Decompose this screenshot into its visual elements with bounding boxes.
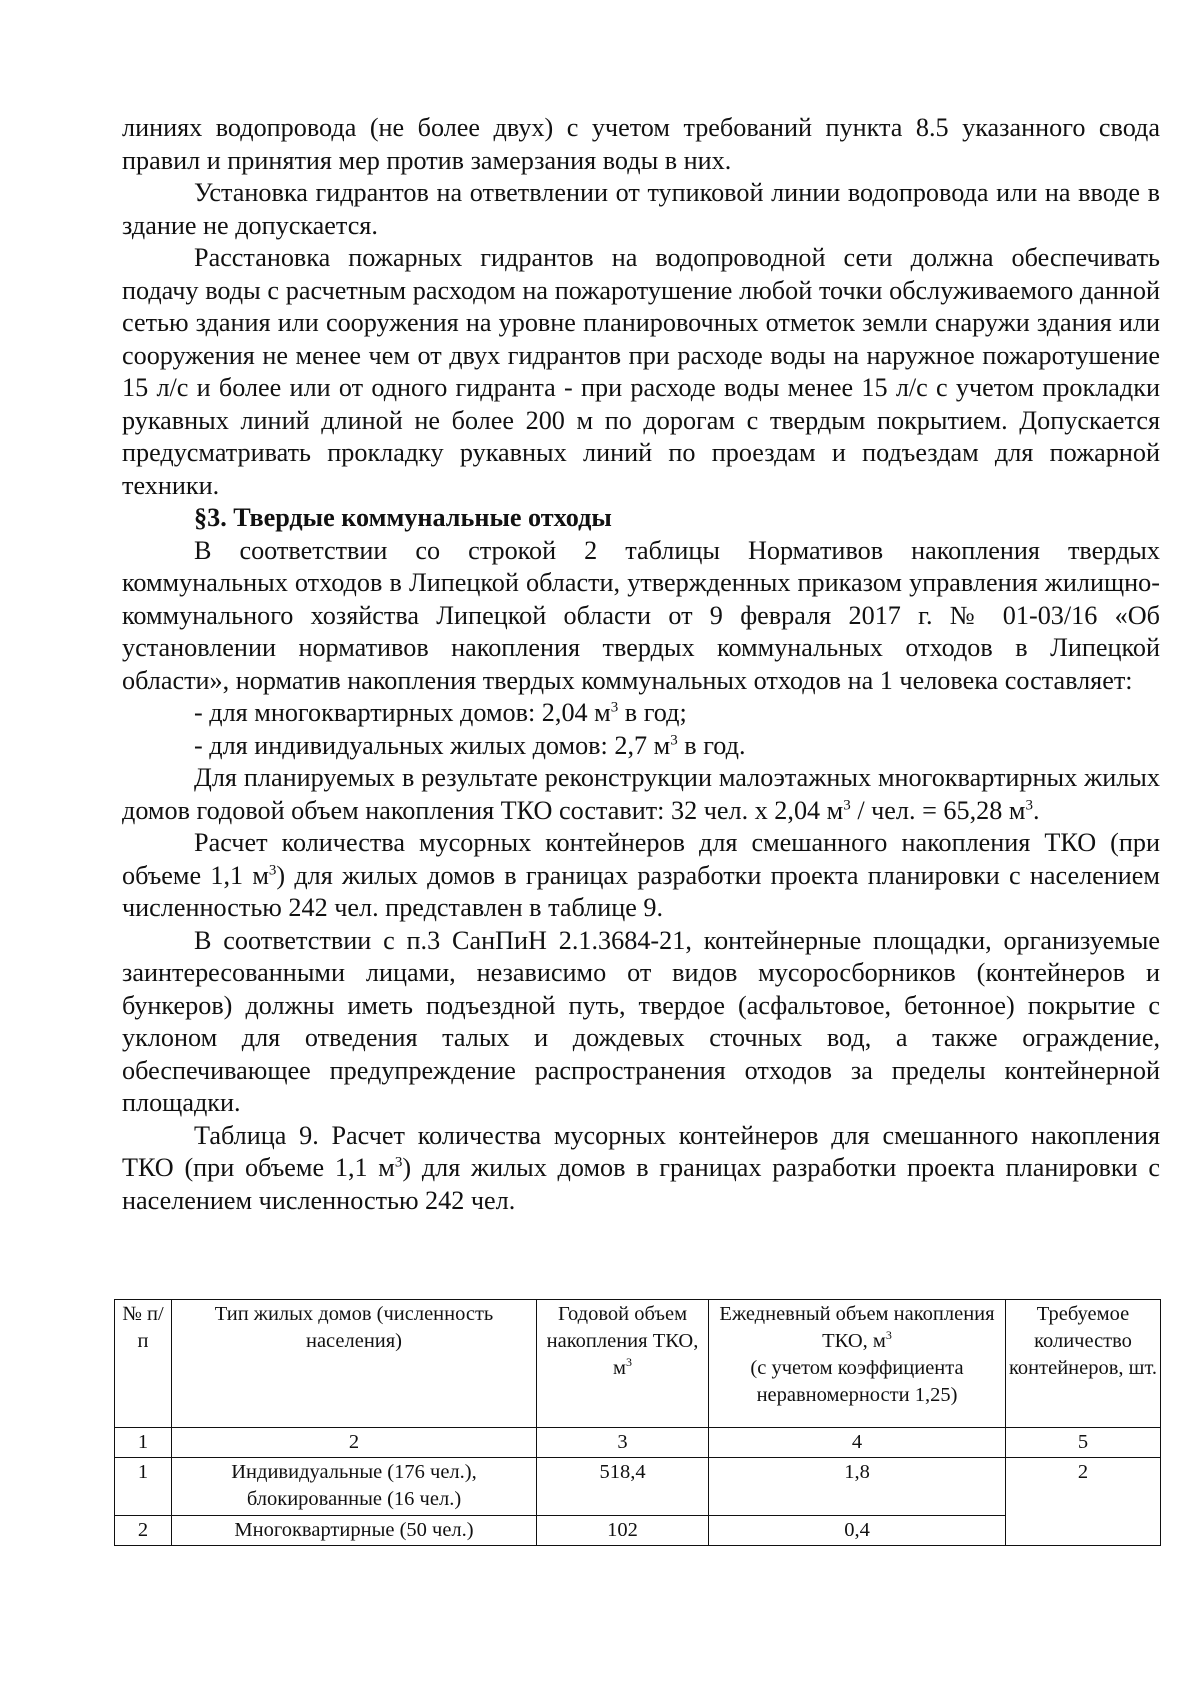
caption-text: ) для жилых домов в границах разработки проекта планировки с населением численностью 242 чел. [122, 1153, 1160, 1215]
row-daily: 0,4 [709, 1516, 1006, 1546]
superscript: 3 [268, 861, 277, 878]
superscript: 3 [394, 1154, 403, 1171]
paragraph-water-lines: линиях водопровода (не более двух) с учетом требований пункта 8.5 указанного свода правил и принятия мер против замерзания воды в них. [122, 113, 1160, 175]
paragraph-text: Для планируемых в результате реконструкции малоэтажных многоквартирных жилых домов годовой объем накопления ТКО составит: 32 чел. х 2,04 м [122, 763, 1160, 825]
paragraph-text: Расчет количества мусорных контейнеров для смешанного накопления ТКО (при объеме 1,1 м [122, 828, 1160, 890]
paragraph-text: ) для жилых домов в границах разработки проекта планировки с населением численностью 242 чел. представлен в таблице 9. [122, 860, 1161, 922]
row-annual: 102 [537, 1516, 709, 1546]
header-daily-text: Ежедневный объем накопления ТКО, м [719, 1303, 995, 1352]
table-caption [122, 1120, 1160, 1218]
superscript: 3 [610, 699, 619, 716]
column-number: 3 [537, 1428, 709, 1458]
row-annual: 518,4 [537, 1458, 709, 1516]
row-num: 2 [115, 1516, 172, 1546]
paragraph-annual-volume [122, 762, 1160, 827]
containers-total: 2 [1006, 1458, 1161, 1546]
superscript: 3 [1025, 796, 1033, 813]
list-item-apartment-norm [122, 697, 1160, 730]
table-row [115, 1458, 1161, 1516]
section-heading: §3. Твердые коммунальные отходы [194, 503, 612, 532]
header-type: Тип жилых домов (численность населения) [172, 1300, 537, 1428]
row-type: Многоквартирные (50 чел.) [172, 1516, 537, 1546]
header-annual-text: Годовой объем накопления ТКО, м [546, 1303, 699, 1379]
list-text: в год. [677, 730, 746, 760]
column-number: 1 [115, 1428, 172, 1458]
header-daily [709, 1300, 1006, 1428]
paragraph-sanpin: В соответствии с п.3 СанПиН 2.1.3684-21, контейнерные площадки, организуемые заинтересованными лицами, независимо от видов мусоросборников (контейнеров и бункеров) должны иметь подъездной путь, твердое (асфальтовое, бетонное) покрытие с уклоном для отведения талых и дождевых сточных вод, а также ограждение, обеспечивающее предупреждение распространения отходов за пределы контейнерной площадки. [122, 925, 1160, 1117]
header-annual [537, 1300, 709, 1428]
table-column-numbers-row [115, 1428, 1161, 1458]
superscript: 3 [625, 1355, 632, 1370]
superscript: 3 [670, 731, 678, 748]
list-text: в год; [618, 698, 687, 727]
column-number: 4 [709, 1428, 1006, 1458]
paragraph-text: . [1032, 795, 1040, 825]
caption-text: Таблица 9. Расчет количества мусорных контейнеров для смешанного накопления ТКО (при объеме 1,1 м [122, 1120, 1160, 1182]
superscript: 3 [885, 1328, 892, 1343]
header-containers: Требуемое количество контейнеров, шт. [1006, 1300, 1161, 1428]
column-number: 2 [172, 1428, 537, 1458]
paragraph-containers-calc [122, 827, 1160, 925]
list-item-individual-norm [122, 730, 1160, 763]
paragraph-text: / чел. = 65,28 м [850, 795, 1026, 825]
column-number: 5 [1006, 1428, 1161, 1458]
row-type: Индивидуальные (176 чел.), блокированные (16 чел.) [172, 1458, 537, 1516]
list-text: - для индивидуальных жилых домов: 2,7 м [194, 730, 671, 760]
table-header-row [115, 1300, 1161, 1428]
paragraph-norms: В соответствии со строкой 2 таблицы Нормативов накопления твердых коммунальных отходов в Липецкой области, утвержденных приказом управления жилищно-коммунального хозяйства Липецкой области от 9 февраля 2017 г. № 01-03/16 «Об установлении нормативов накопления твердых коммунальных отходов в Липецкой области», норматив накопления твердых коммунальных отходов на 1 человека составляет: [122, 535, 1160, 695]
header-num: № п/п [115, 1300, 172, 1428]
list-text: - для многоквартирных домов: 2,04 м [194, 698, 611, 727]
table-row [115, 1516, 1161, 1546]
header-daily-note: (с учетом коэффициента неравномерности 1,25) [750, 1357, 964, 1406]
row-daily: 1,8 [709, 1458, 1006, 1516]
row-num: 1 [115, 1458, 172, 1516]
document-body [122, 112, 1160, 1217]
containers-table [114, 1299, 1161, 1546]
paragraph-hydrant-placement: Расстановка пожарных гидрантов на водопроводной сети должна обеспечивать подачу воды с расчетным расходом на пожаротушение любой точки обслуживаемого данной сетью здания или сооружения на уровне планировочных отметок земли снаружи здания или сооружения не менее чем от двух гидрантов при расходе воды на наружное пожаротушение 15 л/с и более или от одного гидранта - при расходе воды менее 15 л/с с учетом прокладки рукавных линий длиной не более 200 м по дорогам с твердым покрытием. Допускается предусматривать прокладку рукавных линий по проездам и подъездам для пожарной техники. [122, 243, 1160, 500]
superscript: 3 [843, 796, 851, 813]
paragraph-hydrant-branch: Установка гидрантов на ответвлении от тупиковой линии водопровода или на вводе в здание не допускается. [122, 178, 1160, 240]
